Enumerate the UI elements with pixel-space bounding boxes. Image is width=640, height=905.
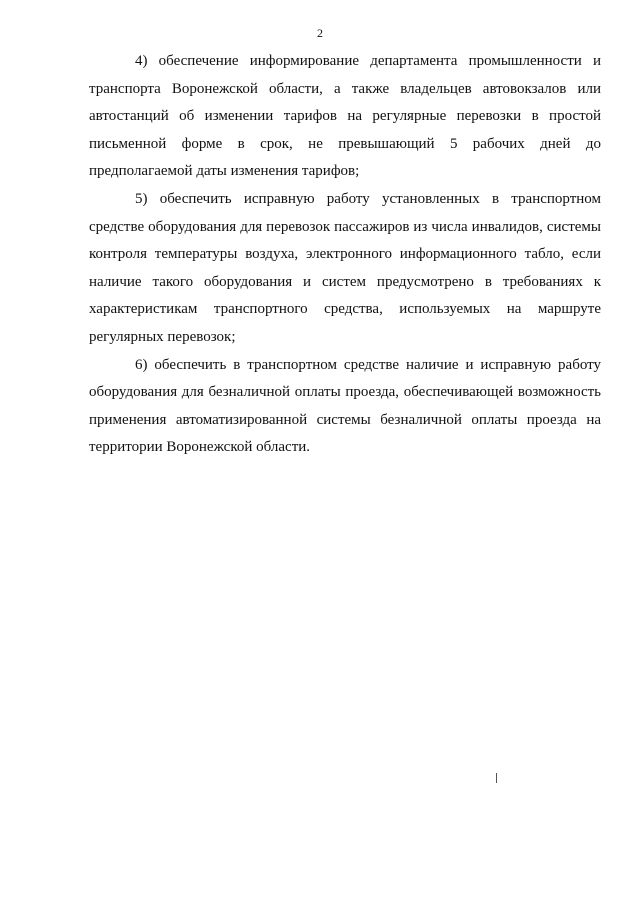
scan-speck: [496, 773, 497, 783]
paragraph-item-4: 4) обеспечение информирование департамента промышленности и транспорта Воронежской области, а также владельцев автовокзалов или автостанций об изменении тарифов на регулярные перевозки в простой письменной форме в срок, не превышающий 5 рабочих дней до предполагаемой даты изменения тарифов;: [89, 53, 601, 180]
document-body: [89, 48, 601, 462]
page-number: 2: [317, 26, 323, 40]
paragraph-item-6: 6) обеспечить в транспортном средстве наличие и исправную работу оборудования для безналичной оплаты проезда, обеспечивающей возможность применения автоматизированной системы безналичной оплаты проезда на территории Воронежской области.: [89, 356, 601, 456]
paragraph-item-5: 5) обеспечить исправную работу установленных в транспортном средстве оборудования для перевозок пассажиров из числа инвалидов, системы контроля температуры воздуха, электронного информационного табло, если наличие такого оборудования и систем предусмотрено в требованиях к характеристикам транспортного средства, используемых на маршруте регулярных перевозок;: [89, 190, 601, 345]
